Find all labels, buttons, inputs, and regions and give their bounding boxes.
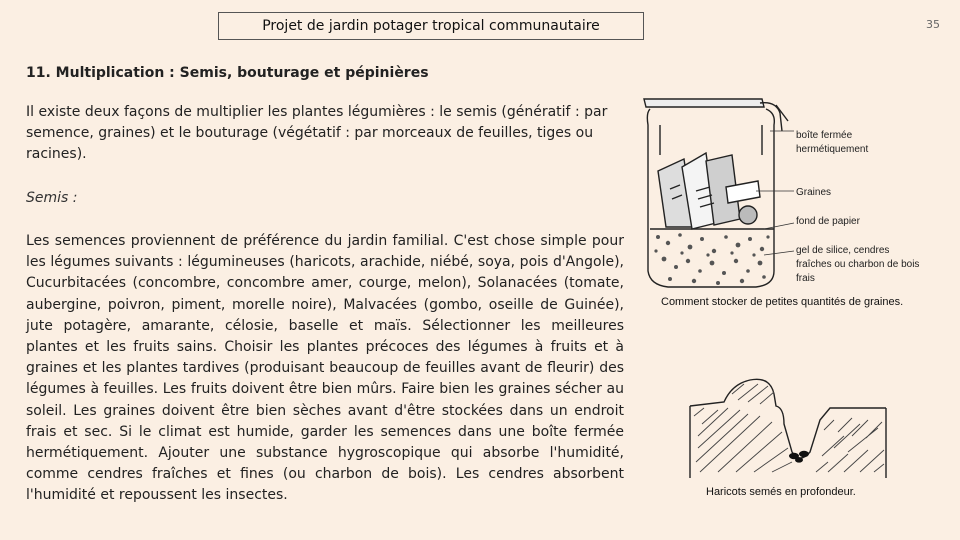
seed-jar-illustration [636,95,796,291]
label-paper-bottom: fond de papier [796,216,860,227]
section-heading: 11. Multiplication : Semis, bouturage et pépinières [26,65,429,81]
jar-caption: Comment stocker de petites quantités de graines. [661,296,904,308]
label-seeds: Graines [796,187,832,198]
page-number: 35 [926,18,940,31]
page-title: Projet de jardin potager tropical communautaire [262,18,600,34]
bean-sowing-illustration [688,372,888,480]
label-closed-box: boîte fermée hermétiquement [796,130,869,155]
page-title-box [218,12,644,40]
intro-paragraph: Il existe deux façons de multiplier les plantes légumières : le semis (génératif : par semence, graines) et le bouturage (végétatif : par morceaux de feuilles, tiges ou racines). [26,104,608,162]
bean-caption: Haricots semés en profondeur. [706,486,856,498]
semis-subheading: Semis : [26,190,78,206]
label-silica: gel de silice, cendres fraîches ou charbon de bois frais [796,245,920,284]
body-paragraph: Les semences proviennent de préférence du jardin familial. C'est chose simple pour les légumes suivants : légumineuses (haricots, arachide, niébé, soya, pois d'Angole), Cucurbitacées (concombre, concombre amer, courge, melon), Solanacées (tomate, aubergine, poivron, piment, morelle noire), Malvacées (gombo, oseille de Guinée), jute potagère, amarante, célosie, baselle et maïs. Sélectionner les meilleures plantes et les fruits sains. Choisir les plantes précoces des légumes à fruits et à graines et les plantes tardives (produisant beaucoup de feuilles avant de fleurir) des légumes à feuilles. Les fruits doivent être bien mûrs. Faire bien les graines sécher au soleil. Les graines doivent être bien sèches avant d'être stockées dans un endroit frais et sec. Si le climat est humide, garder les semences dans une boîte fermée hermétiquement. Ajouter une substance hygroscopique qui absorbe l'humidité, comme cendres fraîches et fines (ou charbon de bois). Les cendres absorbent l'humidité et repoussent les insectes. [26,233,624,504]
